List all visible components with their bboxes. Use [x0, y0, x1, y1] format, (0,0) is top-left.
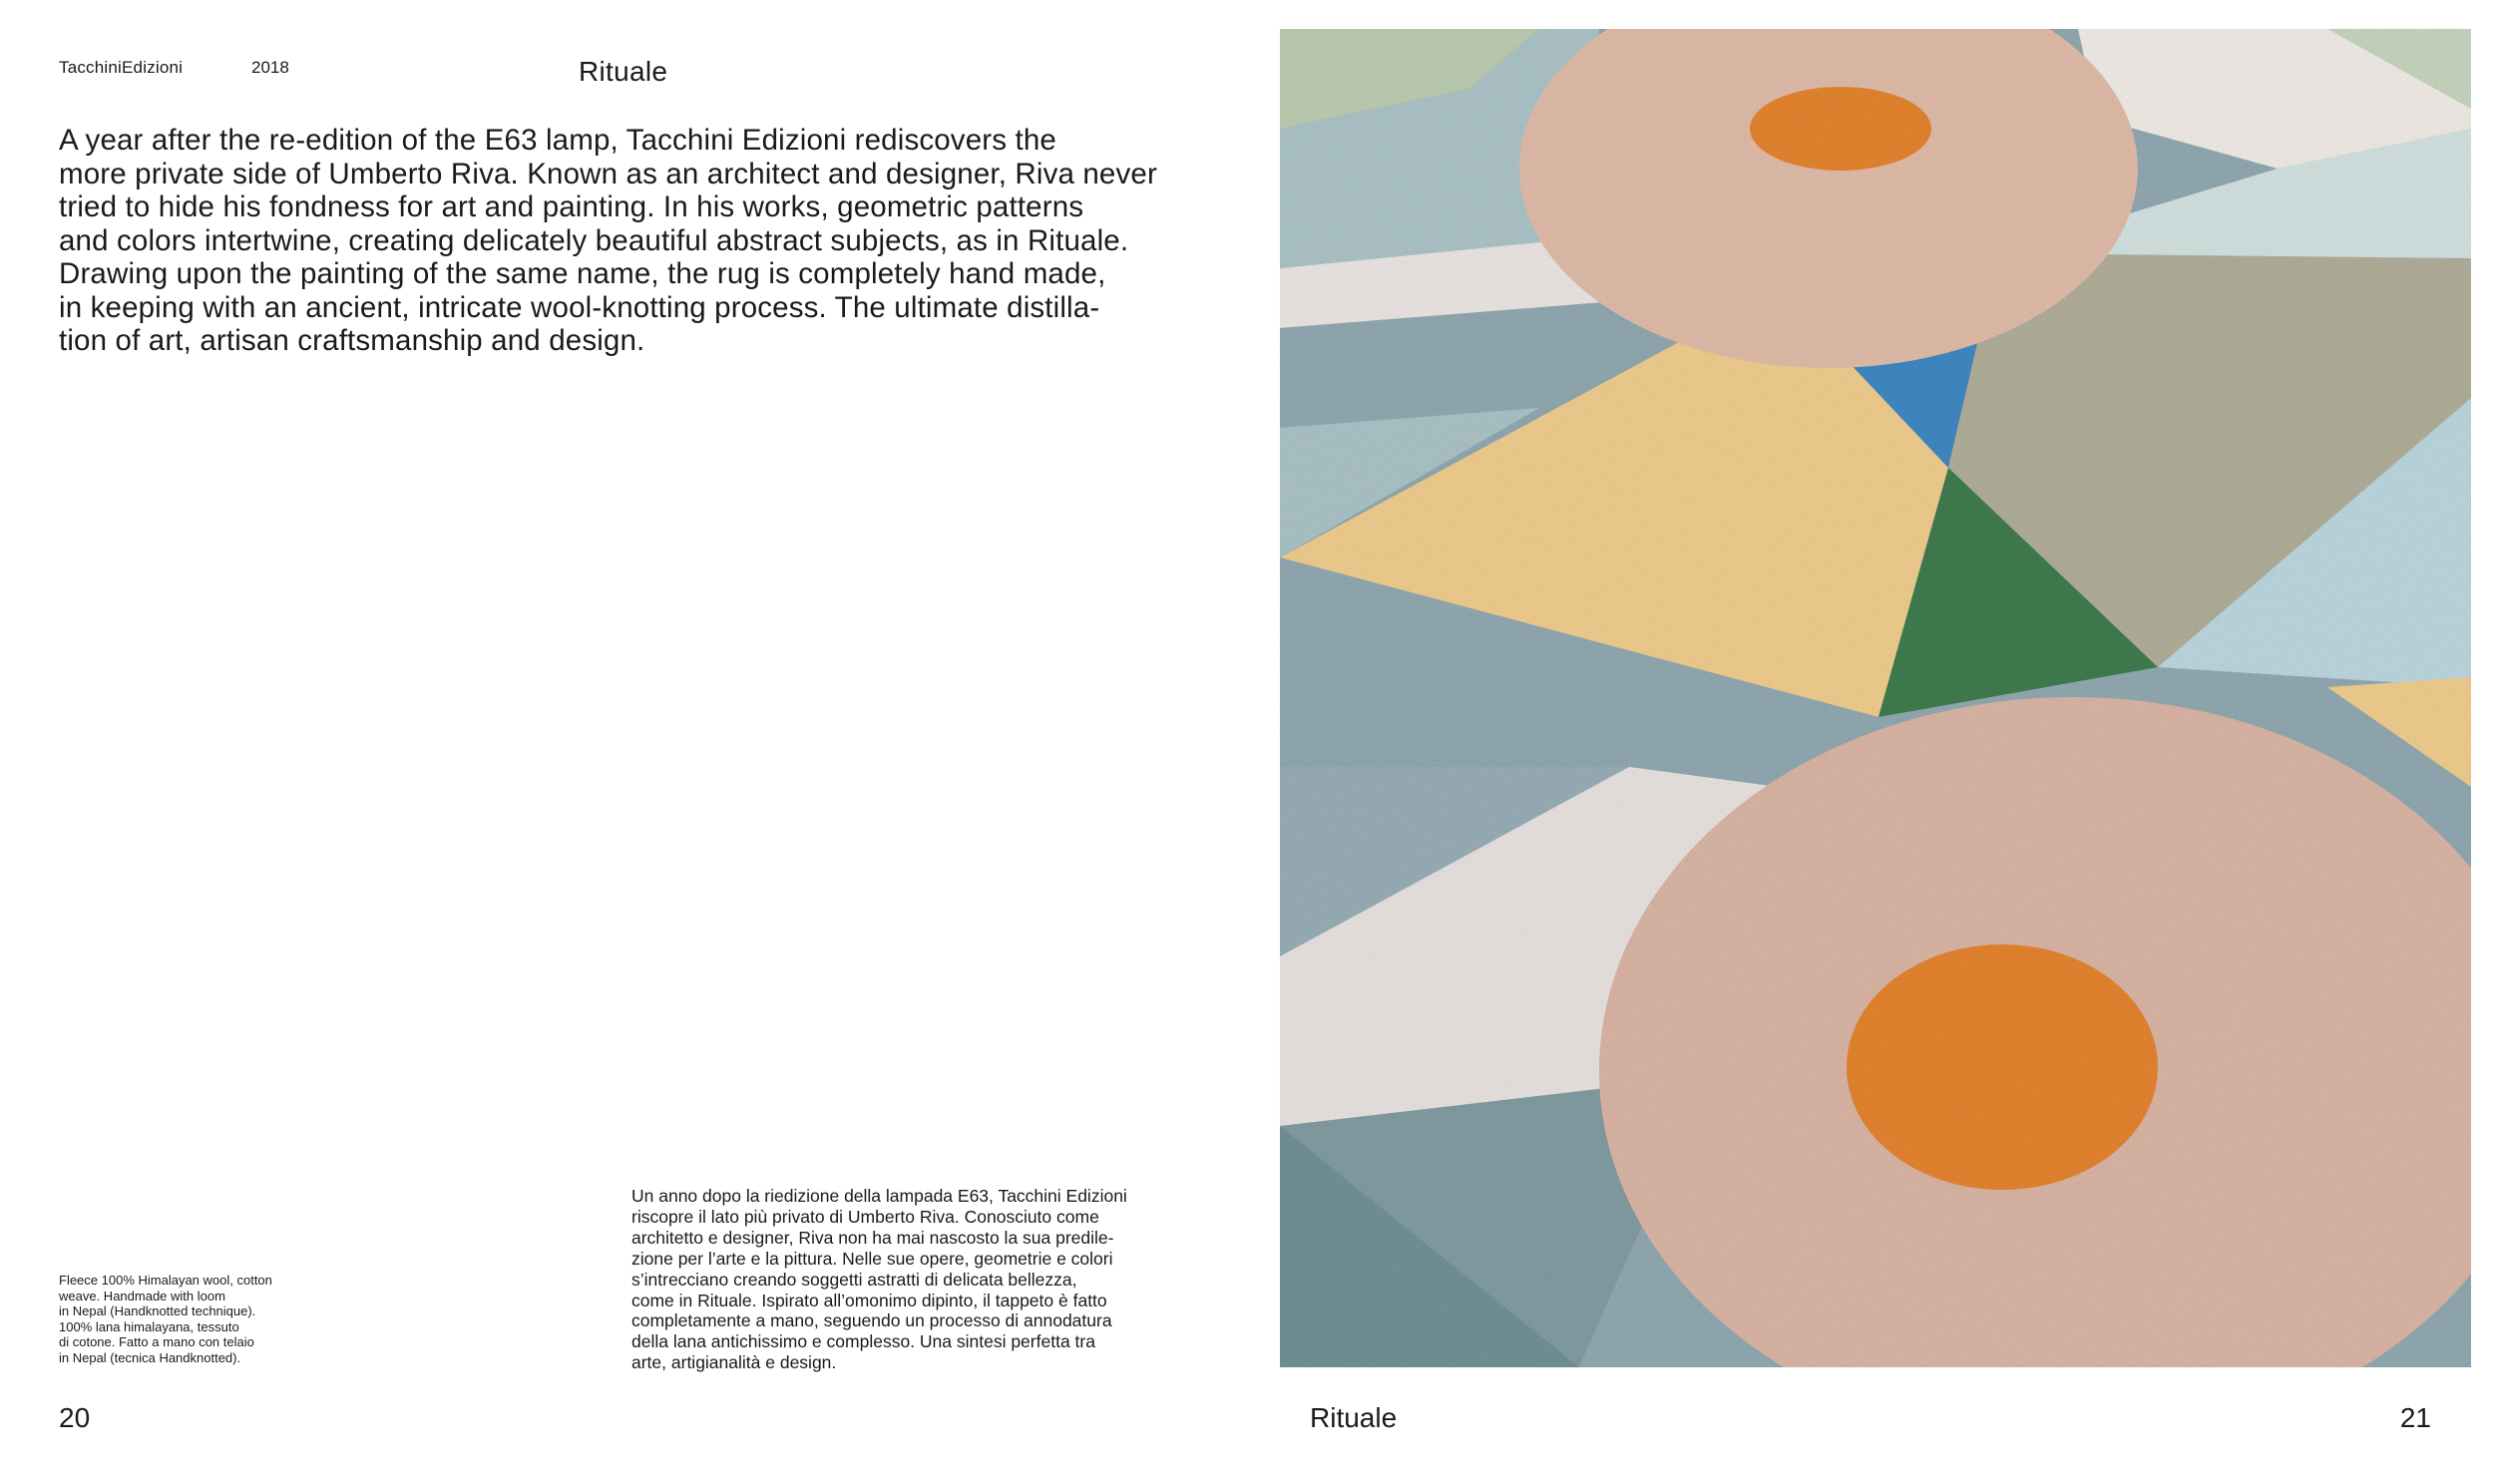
- italian-line: della lana antichissimo e complesso. Una sintesi perfetta tra: [631, 1331, 1095, 1352]
- rug-dot: [1847, 944, 2158, 1190]
- specs-line: weave. Handmade with loom: [59, 1288, 225, 1303]
- specs-line: di cotone. Fatto a mano con telaio: [59, 1334, 254, 1349]
- page-title: Rituale: [579, 56, 668, 87]
- intro-line: A year after the re-edition of the E63 lamp, Tacchini Edizioni rediscovers the: [59, 124, 1056, 157]
- italian-line: come in Rituale. Ispirato all’omonimo dipinto, il tappeto è fatto: [631, 1290, 1107, 1310]
- intro-line: tion of art, artisan craftsmanship and design.: [59, 324, 645, 357]
- specs-line: in Nepal (tecnica Handknotted).: [59, 1349, 241, 1365]
- year-label: 2018: [251, 58, 289, 77]
- intro-line: Drawing upon the painting of the same name, the rug is completely hand made,: [59, 257, 1106, 290]
- intro-paragraph: [59, 124, 1206, 358]
- italian-line: architetto e designer, Riva non ha mai nascosto la sua predile-: [631, 1227, 1114, 1248]
- rug-illustration: [1280, 29, 2471, 1367]
- page-number-right: 21: [2399, 1402, 2431, 1433]
- specs-line: in Nepal (Handknotted technique).: [59, 1303, 256, 1318]
- italian-line: completamente a mano, seguendo un processo di annodatura: [631, 1310, 1112, 1331]
- specs-line: Fleece 100% Himalayan wool, cotton: [59, 1273, 272, 1288]
- italian-line: zione per l’arte e la pittura. Nelle sue opere, geometrie e colori: [631, 1248, 1113, 1269]
- italian-paragraph: [631, 1186, 1200, 1373]
- intro-line: more private side of Umberto Riva. Known as an architect and designer, Riva never: [59, 157, 1157, 190]
- brand-name: TacchiniEdizioni: [59, 58, 184, 77]
- intro-line: and colors intertwine, creating delicately beautiful abstract subjects, as in Rituale.: [59, 223, 1129, 257]
- specs-line: 100% lana himalayana, tessuto: [59, 1318, 239, 1334]
- footer-title: Rituale: [1310, 1402, 1398, 1433]
- italian-line: s’intrecciano creando soggetti astratti di delicata bellezza,: [631, 1269, 1077, 1290]
- italian-line: riscopre il lato più privato di Umberto Riva. Conosciuto come: [631, 1206, 1099, 1227]
- page-number-left: 20: [59, 1402, 91, 1433]
- intro-line: in keeping with an ancient, intricate wool-knotting process. The ultimate distilla-: [59, 290, 1100, 324]
- rug-photo: [1280, 29, 2471, 1367]
- intro-line: tried to hide his fondness for art and painting. In his works, geometric patterns: [59, 190, 1084, 223]
- italian-line: Un anno dopo la riedizione della lampada E63, Tacchini Edizioni: [631, 1186, 1127, 1206]
- material-specs: [59, 1273, 328, 1365]
- rug-dot: [1750, 87, 1931, 171]
- italian-line: arte, artigianalità e design.: [631, 1352, 837, 1373]
